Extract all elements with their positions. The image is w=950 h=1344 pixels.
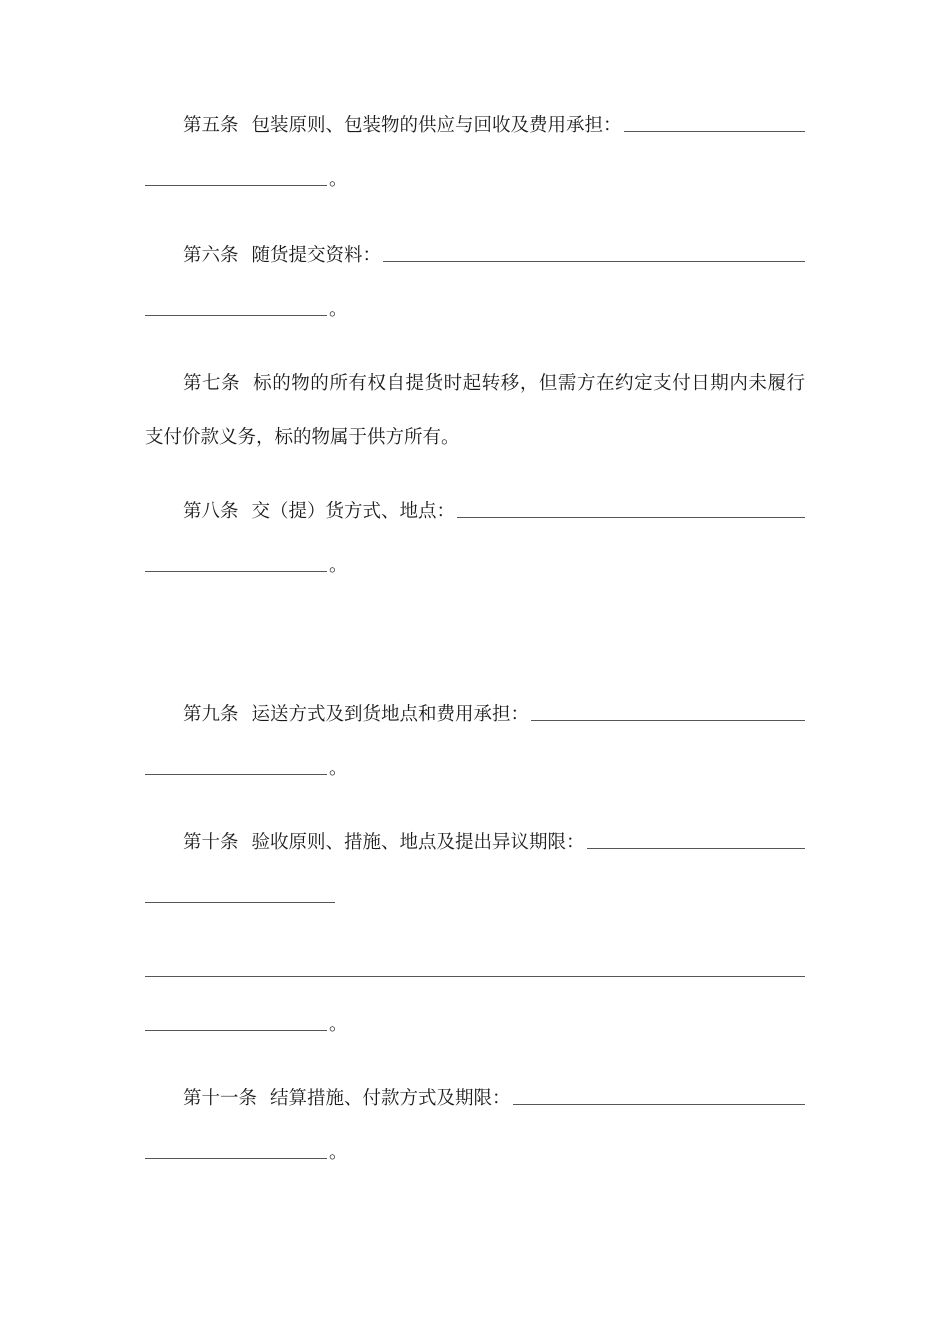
article-11-period: 。: [329, 1142, 348, 1163]
article-10-period: 。: [329, 1014, 348, 1035]
article-11-line: [183, 1081, 805, 1111]
article-7-paragraph: [183, 372, 805, 396]
article-10-full-blank-line: [145, 953, 805, 983]
article-10-line: [183, 825, 805, 855]
article-6-blank[interactable]: [383, 261, 805, 262]
article-9-period: 。: [329, 758, 348, 779]
article-10-text: 验收原则、措施、地点及提出异议期限：: [251, 832, 585, 853]
article-5-blank-2[interactable]: [145, 185, 327, 186]
article-7-text: 标的物的所有权自提货时起转移，但需方在约定支付日期内未履行: [253, 373, 805, 394]
article-5-text: 包装原则、包装物的供应与回收及费用承担：: [251, 115, 622, 136]
article-7-number: 第七条: [183, 373, 241, 394]
article-10-number: 第十条: [183, 832, 239, 853]
article-6-text: 随货提交资料：: [251, 245, 382, 266]
article-6-blank-2[interactable]: [145, 315, 327, 316]
article-8-line: [183, 494, 805, 524]
article-6-number: 第六条: [183, 245, 239, 266]
article-5-number: 第五条: [183, 115, 239, 136]
article-11-blank[interactable]: [513, 1104, 805, 1105]
article-7-text-2: 支付价款义务，标的物属于供方所有。: [145, 427, 460, 448]
article-9-text: 运送方式及到货地点和费用承担：: [251, 704, 530, 725]
article-5-blank[interactable]: [624, 131, 805, 132]
article-8-continuation: [145, 548, 805, 578]
article-8-text: 交（提）货方式、地点：: [251, 501, 456, 522]
article-5-period: 。: [329, 169, 348, 190]
article-10-continuation-2: [145, 1007, 805, 1037]
article-10-continuation: [145, 879, 805, 909]
article-10-blank-3[interactable]: [145, 976, 805, 977]
article-10-blank-4[interactable]: [145, 1030, 327, 1031]
article-8-period: 。: [329, 555, 348, 576]
article-10-blank-2[interactable]: [145, 902, 335, 903]
article-6-continuation: [145, 292, 805, 322]
article-11-number: 第十一条: [183, 1088, 258, 1109]
article-8-number: 第八条: [183, 501, 239, 522]
article-11-continuation: [145, 1135, 805, 1165]
article-11-blank-2[interactable]: [145, 1158, 327, 1159]
article-8-blank[interactable]: [457, 517, 805, 518]
article-8-blank-2[interactable]: [145, 571, 327, 572]
article-9-number: 第九条: [183, 704, 239, 725]
article-9-line: [183, 697, 805, 727]
article-7-line: [183, 366, 805, 396]
article-6-period: 。: [329, 299, 348, 320]
article-10-blank[interactable]: [587, 848, 805, 849]
article-9-blank[interactable]: [531, 720, 805, 721]
article-9-continuation: [145, 751, 805, 781]
article-5-continuation: [145, 162, 805, 192]
article-5-line: [183, 108, 805, 138]
article-6-line: [183, 238, 805, 268]
article-9-blank-2[interactable]: [145, 774, 327, 775]
article-7-continuation: [145, 420, 805, 450]
article-11-text: 结算措施、付款方式及期限：: [270, 1088, 511, 1109]
